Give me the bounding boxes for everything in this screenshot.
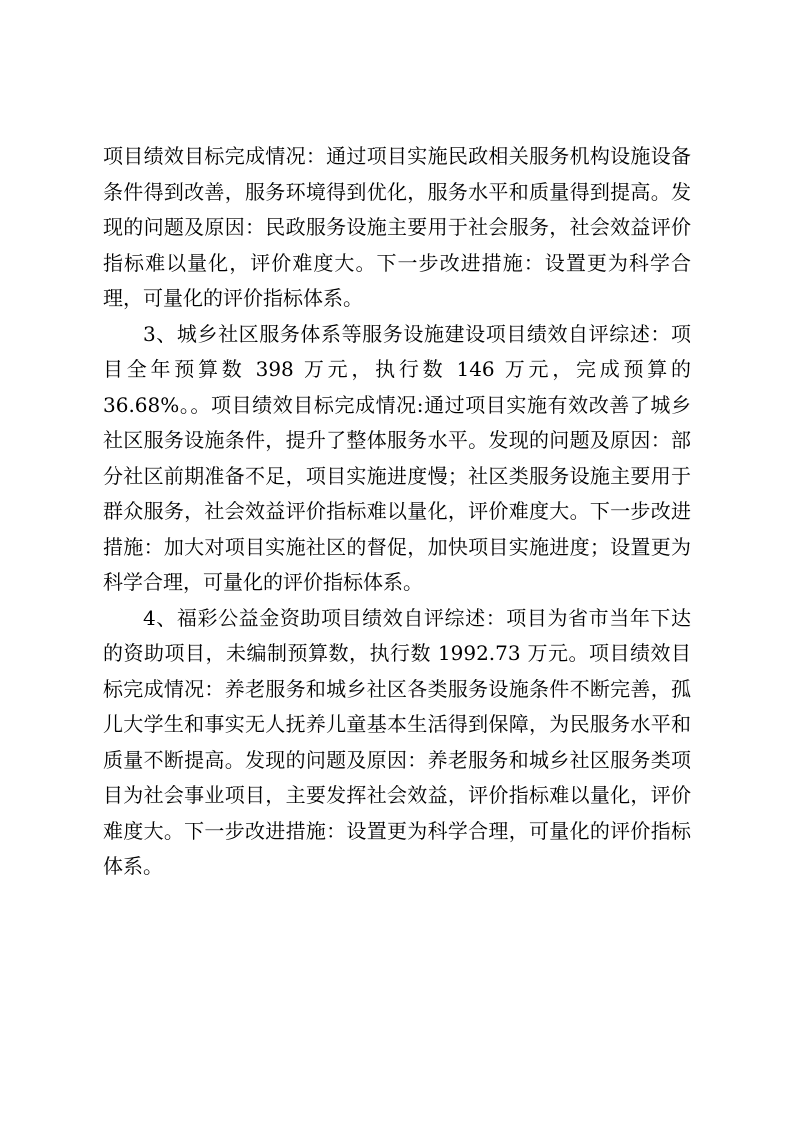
paragraph-project-4-welfare-lottery: 4、福彩公益金资助项目绩效自评综述：项目为省市当年下达的资助项目，未编制预算数，执行数 1992.73 万元。项目绩效目标完成情况：养老服务和城乡社区各类服务设施条件不断完善，孤儿大学生和事实无人抚养儿童基本生活得到保障，为民服务水平和质量不断提高。发现的问题及原因：养老服务和城乡社区服务类项目为社会事业项目，主要发挥社会效益，评价指标难以量化，评价难度大。下一步改进措施：设置更为科学合理，可量化的评价指标体系。 — [103, 605, 691, 878]
paragraph-project-1-continuation: 项目绩效目标完成情况：通过项目实施民政相关服务机构设施设备条件得到改善，服务环境得到优化，服务水平和质量得到提高。发现的问题及原因：民政服务设施主要用于社会服务，社会效益评价指标难以量化，评价难度大。下一步改进措施：设置更为科学合理，可量化的评价指标体系。 — [103, 144, 691, 310]
document-body — [103, 139, 691, 885]
paragraph-project-3-community-services: 3、城乡社区服务体系等服务设施建设项目绩效自评综述：项目全年预算数 398 万元，执行数 146 万元，完成预算的 36.68%。。项目绩效目标完成情况:通过项目实施有效改善了城乡社区服务设施条件，提升了整体服务水平。发现的问题及原因：部分社区前期准备不足，项目实施进度慢；社区类服务设施主要用于群众服务，社会效益评价指标难以量化，评价难度大。下一步改进措施：加大对项目实施社区的督促，加快项目实施进度；设置更为科学合理，可量化的评价指标体系。 — [103, 321, 691, 594]
